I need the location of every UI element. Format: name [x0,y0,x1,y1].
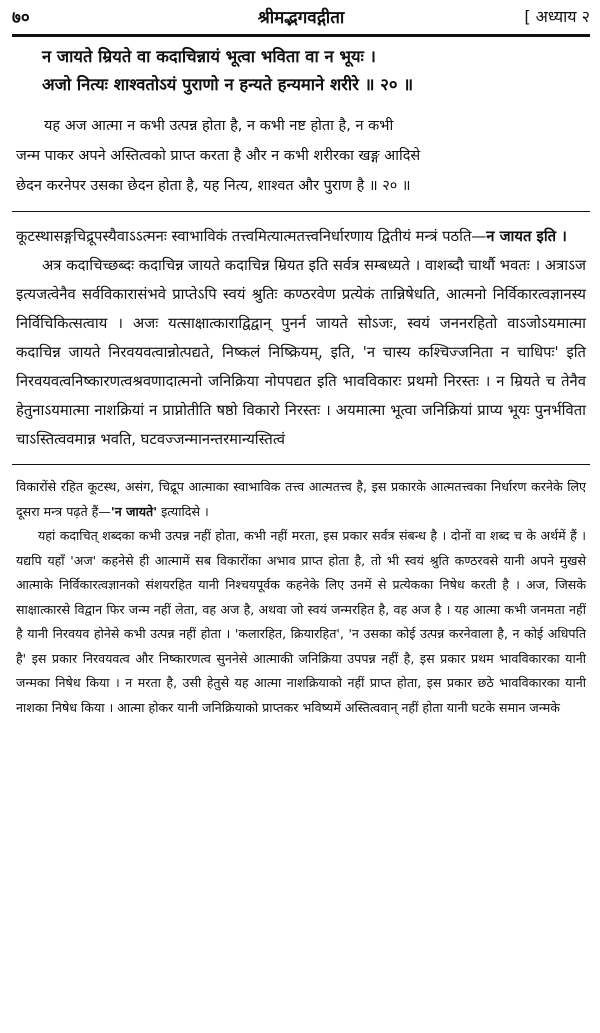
verse-translation [12,105,590,211]
commentary-verse-ref: न जायत इति । [486,228,567,245]
page-number: ७० [12,7,30,28]
commentary-text-1: कूटस्थासङ्गचिद्रूपस्यैवाऽऽत्मनः स्वाभाविकं तत्त्वमित्यात्मतत्त्वनिर्धारणाय द्वितीयं मन्त्रं पठति— [16,228,487,245]
chapter-label: [ अध्याय २ [524,7,590,26]
hindi-paragraph-2: यहां कदाचित् शब्दका कभी उत्पन्न नहीं होता, कभी नहीं मरता, इस प्रकार सर्वत्र संबन्ध है । दोनों वा शब्द च के अर्थमें हैं । यद्यपि यहाँ 'अज' कहनेसे ही आत्मामें सब विकारोंका अभाव प्राप्त होता है, तो भी स्वयं श्रुति कण्ठरवसे यानी अपने मुखसे आत्माके निर्विकारत्वज्ञानको संशयरहित यानी निश्चयपूर्वक कहनेके लिए उनमें से प्रत्येकका निषेध करती है । अज, जिसके साक्षात्कारसे विद्वान फिर जन्म नहीं लेता, वह अज है, अथवा जो स्वयं जन्मरहित है, वह अज है । यह आत्मा कभी जनमता नहीं है यानी निरवयव होनेसे कभी उत्पन्न नहीं होता । 'कलारहित, क्रियारहित', 'न उसका कोई उत्पन्न करनेवाला है, न कोई अधिपति है' इस प्रकार निरवयवत्व और निष्कारणत्व सुननेसे आत्माकी जनिक्रिया उपपन्न नहीं है, इस प्रकार प्रथम भावविकारका यानी जन्मका निषेध किया । न मरता है, उसी हेतुसे यह आत्मा नाशक्रियाको नहीं प्राप्त होता, इस प्रकार छठे भावविकारका यानी नाशका निषेध किया । आत्मा होकर यानी जनिक्रियाको प्राप्तकर भविष्यमें अस्तित्ववान् नहीं होता यानी घटके समान जन्मके [16,528,586,715]
hindi-commentary [12,465,590,720]
translation-line-2: जन्म पाकर अपने अस्तित्वको प्राप्त करता है और न कभी शरीरका खङ्ग आदिसे [16,148,421,164]
sanskrit-verse [12,37,590,105]
page-header [12,0,590,32]
verse-line-2: अजो नित्यः शाश्वतोऽयं पुराणो न हन्यते हन्यमाने शरीरे ॥ २० ॥ [42,75,414,94]
sanskrit-commentary [12,212,590,464]
commentary-paragraph-1 [16,222,586,251]
hindi-verse-ref: 'न जायते' [110,503,158,519]
verse-line-1: न जायते म्रियते वा कदाचिन्नायं भूत्वा भविता वा न भूयः । [42,47,376,66]
translation-line-1: यह अज आत्मा न कभी उत्पन्न होता है, न कभी नष्ट होता है, न कभी [44,118,394,134]
translation-line-3: छेदन करनेपर उसका छेदन होता है, यह नित्य, शाश्वत और पुराण है ॥ २० ॥ [16,178,411,194]
hindi-text-1-end: इत्यादिसे । [157,503,209,519]
commentary-paragraph-2: अत्र कदाचिच्छब्दः कदाचिन्न जायते कदाचिन्न म्रियत इति सर्वत्र सम्बध्यते । वाशब्दौ चार्थौ भवतः । अत्राऽज इत्यजत्वेनैव सर्वविकारासंभवे प्राप्तेऽपि स्वयं श्रुतिः कण्ठरवेण प्रत्येकं तान्निषेधति, आत्मनो निर्विकारत्वज्ञानस्य निर्विचिकित्सत्वाय । अजः यत्साक्षात्काराद्विद्वान् पुनर्न जायते सोऽजः, स्वयं जननरहितो वाऽजोऽयमात्मा कदाचिन्न जायते निरवयवत्वान्नोत्पद्यते, निष्कलं निष्क्रियम्, इति, 'न चास्य कश्चिज्जनिता न चाधिपः' इति निरवयवत्वनिष्कारणत्वश्रवणादात्मनो जनिक्रिया नोपपद्यत इति भावविकारः प्रथमो निरस्तः । न म्रियते च तेनैव हेतुनाऽयमात्मा नाशक्रियां न प्राप्नोतीति षष्ठो विकारो निरस्तः । अयमात्मा भूत्वा जनिक्रियां प्राप्य भूयः पुनर्भविता चाऽस्तित्ववमान्न भवति, घटवज्जन्मानन्तरमान्यस्तित्वं [16,257,586,448]
hindi-paragraph-1 [16,475,586,524]
book-title: श्रीमद्भगवद्गीता [257,7,345,28]
hindi-text-1: विकारोंसे रहित कूटस्थ, असंग, चिद्रूप आत्माका स्वाभाविक तत्त्व आत्मतत्त्व है, इस प्रकारके आत्मतत्त्वका निर्धारण करनेके लिए दूसरा मन्त्र पढ़ते हैं— [16,479,586,519]
